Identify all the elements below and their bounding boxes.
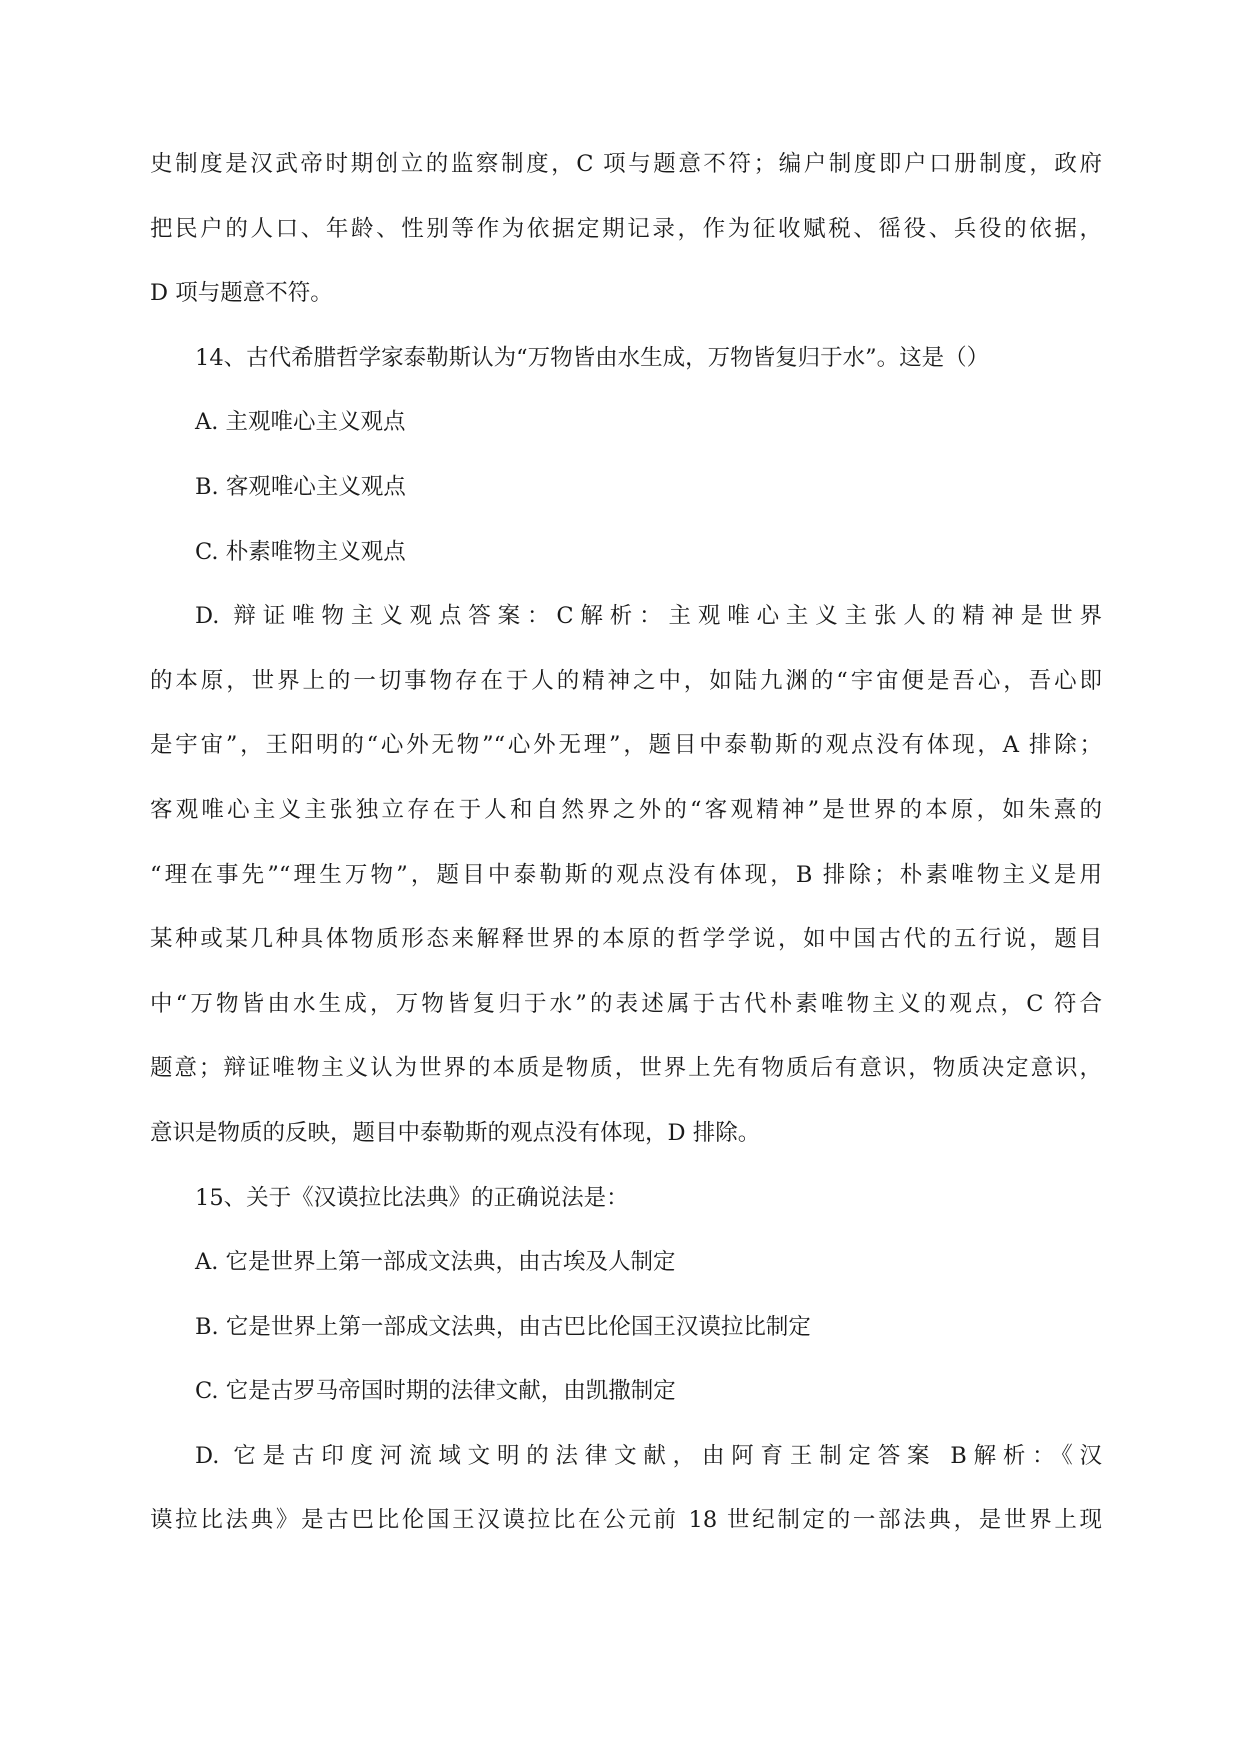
text-line: A. 主观唯心主义观点 (195, 409, 406, 436)
text-line (150, 1438, 1102, 1503)
text-line: B. 客观唯心主义观点 (195, 473, 406, 500)
text-segment: 答案：C (468, 603, 574, 630)
text-line: 史制度是汉武帝时期创立的监察制度，C 项与题意不符；编户制度即户口册制度，政府 (150, 151, 1102, 177)
text-line: 谟拉比法典》是古巴比伦国王汉谟拉比在公元前 18 世纪制定的一部法典，是世界上现 (150, 1507, 1102, 1534)
text-segment: D. 它是古印度河流域文明的法律文献，由阿育王制定 (195, 1442, 878, 1469)
text-line: 某种或某几种具体物质形态来解释世界的本原的哲学学说，如中国古代的五行说，题目 (150, 926, 1102, 953)
text-line: 题意；辩证唯物主义认为世界的本质是物质，世界上先有物质后有意识，物质决定意识， (150, 1055, 1102, 1082)
text-line: “理在事先”“理生万物”，题目中泰勒斯的观点没有体现，B 排除；朴素唯物主义是用 (150, 861, 1102, 888)
text-line (150, 598, 1102, 663)
text-segment: 解析：《汉 (966, 1442, 1102, 1469)
text-line: 客观唯心主义主张独立存在于人和自然界之外的“客观精神”是世界的本原，如朱熹的 (150, 796, 1102, 823)
text-line: 15、关于《汉谟拉比法典》的正确说法是： (195, 1184, 629, 1211)
text-line: 中“万物皆由水生成，万物皆复归于水”的表述属于古代朴素唯物主义的观点，C 符合 (150, 990, 1102, 1017)
text-line: 把民户的人口、年龄、性别等作为依据定期记录，作为征收赋税、徭役、兵役的依据， (150, 215, 1102, 242)
text-line: 是宇宙”，王阳明的“心外无物”“心外无理”，题目中泰勒斯的观点没有体现，A 排除； (150, 732, 1102, 759)
text-line: D 项与题意不符。 (150, 280, 333, 307)
text-segment: D. 辩证唯物主义观点 (195, 603, 469, 630)
text-line: C. 它是古罗马帝国时期的法律文献，由凯撒制定 (195, 1378, 676, 1405)
text-line: A. 它是世界上第一部成文法典，由古埃及人制定 (195, 1249, 676, 1276)
document-body (150, 146, 1102, 1567)
text-line: C. 朴素唯物主义观点 (195, 538, 406, 565)
text-segment: 答案 B (877, 1442, 967, 1469)
text-line: 14、古代希腊哲学家泰勒斯认为“万物皆由水生成，万物皆复归于水”。这是（） (195, 344, 990, 371)
text-line: B. 它是世界上第一部成文法典，由古巴比伦国王汉谟拉比制定 (195, 1313, 811, 1340)
text-segment: 解析：主观唯心主义主张人的精神是世界 (573, 603, 1102, 630)
text-line: 意识是物质的反映，题目中泰勒斯的观点没有体现，D 排除。 (150, 1119, 761, 1146)
text-line: 的本原，世界上的一切事物存在于人的精神之中，如陆九渊的“宇宙便是吾心，吾心即 (150, 667, 1102, 694)
